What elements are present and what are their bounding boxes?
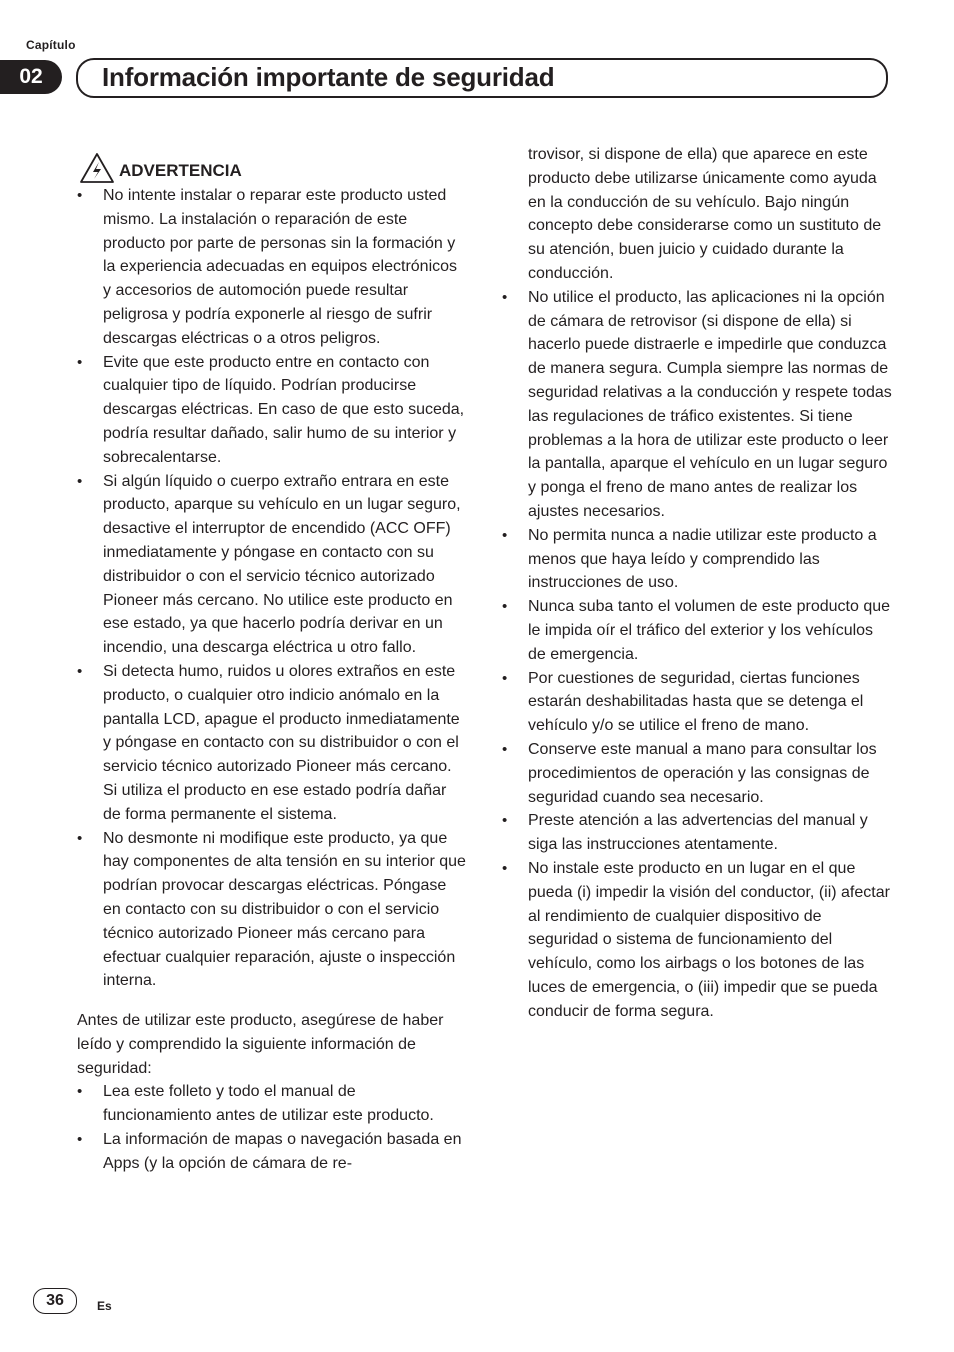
safety-item: • La información de mapas o navegación basada en Apps (y la opción de cámara de re- [77,1128,467,1176]
warning-item: • Si detecta humo, ruidos u olores extraños en este producto, o cualquier otro indicio anómalo en la pantalla LCD, apague el producto inmediatamente y póngase en contacto con su distribuidor o con el servicio técnico autorizado Pioneer más cercano. Si utiliza el producto en ese estado podría dañar de forma permanente el sistema. [77,660,467,827]
safety-item: • Conserve este manual a mano para consultar los procedimientos de operación y las consignas de seguridad cuando sea necesario. [502,738,894,809]
safety-item: • No utilice el producto, las aplicaciones ni la opción de cámara de retrovisor (si dispone de ella) si hacerlo puede distraerle e impedirle que conduzca de manera segura. Cumpla siempre las normas de seguridad relativas a la conducción y respete todas las regulaciones de tráfico existentes. Si tiene problemas a la hora de utilizar este producto o leer la pantalla, aparque el vehículo en un lugar seguro y ponga el freno de mano antes de realizar los ajustes necesarios. [502,286,894,524]
safety-item: • No permita nunca a nadie utilizar este producto a menos que haya leído y comprendido las instrucciones de uso. [502,524,894,595]
safety-item-continuation: trovisor, si dispone de ella) que aparece en este producto debe utilizarse únicamente como ayuda en la conducción de su vehículo. Bajo ningún concepto debe considerarse como un sustituto de su atención, buen juicio y cuidado durante la conducción. [528,146,882,282]
chapter-label: Capítulo [26,38,76,52]
right-column [502,143,894,1023]
warning-triangle-icon [79,152,115,184]
safety-item: • Preste atención a las advertencias del manual y siga las instrucciones atentamente. [502,809,894,857]
safety-item: • No instale este producto en un lugar en el que pueda (i) impedir la visión del conductor, (ii) afectar al rendimiento de cualquier dispositivo de seguridad o sistema de funcionamiento del vehículo, como los airbags o los botones de las luces de emergencia, o (iii) impedir que se pueda conducir de forma segura. [502,857,894,1024]
warning-list [77,184,467,993]
safety-item: • Nunca suba tanto el volumen de este producto que le impida oír el tráfico del exterior y los vehículos de emergencia. [502,595,894,666]
safety-item: • Lea este folleto y todo el manual de funcionamiento antes de utilizar este producto. [77,1080,467,1128]
warning-item: • Si algún líquido o cuerpo extraño entrara en este producto, aparque su vehículo en un lugar seguro, desactive el interruptor de encendido (ACC OFF) inmediatamente y póngase en contacto con su distribuidor o con el servicio técnico autorizado Pioneer más cercano. No utilice este producto en ese estado, ya que hacerlo podría derivar en un incendio, una descarga eléctrica u otro fallo. [77,470,467,660]
language-code: Es [97,1299,112,1313]
chapter-number-badge: 02 [0,60,62,94]
chapter-title-box [76,58,888,98]
warning-item: • No intente instalar o reparar este producto usted mismo. La instalación o reparación de este producto por parte de personas sin la formación y la experiencia adecuadas en equipos electrónicos y accesorios de automoción puede resultar peligrosa y podría exponerle al riesgo de sufrir descargas eléctricas o a otros peligros. [77,184,467,351]
safety-list-left [77,1080,467,1175]
page-title: Información importante de seguridad [102,62,555,92]
warning-heading-text: ADVERTENCIA [119,161,242,181]
safety-list-right [502,286,894,1024]
left-column [77,146,467,1176]
warning-heading [79,146,467,184]
warning-item: • No desmonte ni modifique este producto, ya que hay componentes de alta tensión en su interior que podrían provocar descargas eléctricas. Póngase en contacto con su distribuidor o con el servicio técnico autorizado Pioneer más cercano para efectuar cualquier reparación, ajuste o inspección interna. [77,827,467,994]
warning-item: • Evite que este producto entre en contacto con cualquier tipo de líquido. Podrían producirse descargas eléctricas. En caso de que esto suceda, podría resultar dañado, salir humo de su interior y sobrecalentarse. [77,351,467,470]
safety-item: • Por cuestiones de seguridad, ciertas funciones estarán deshabilitadas hasta que se detenga el vehículo y/o se utilice el freno de mano. [502,667,894,738]
safety-intro: Antes de utilizar este producto, asegúrese de haber leído y comprendido la siguiente información de seguridad: [77,1012,444,1077]
page-number: 36 [33,1288,77,1314]
